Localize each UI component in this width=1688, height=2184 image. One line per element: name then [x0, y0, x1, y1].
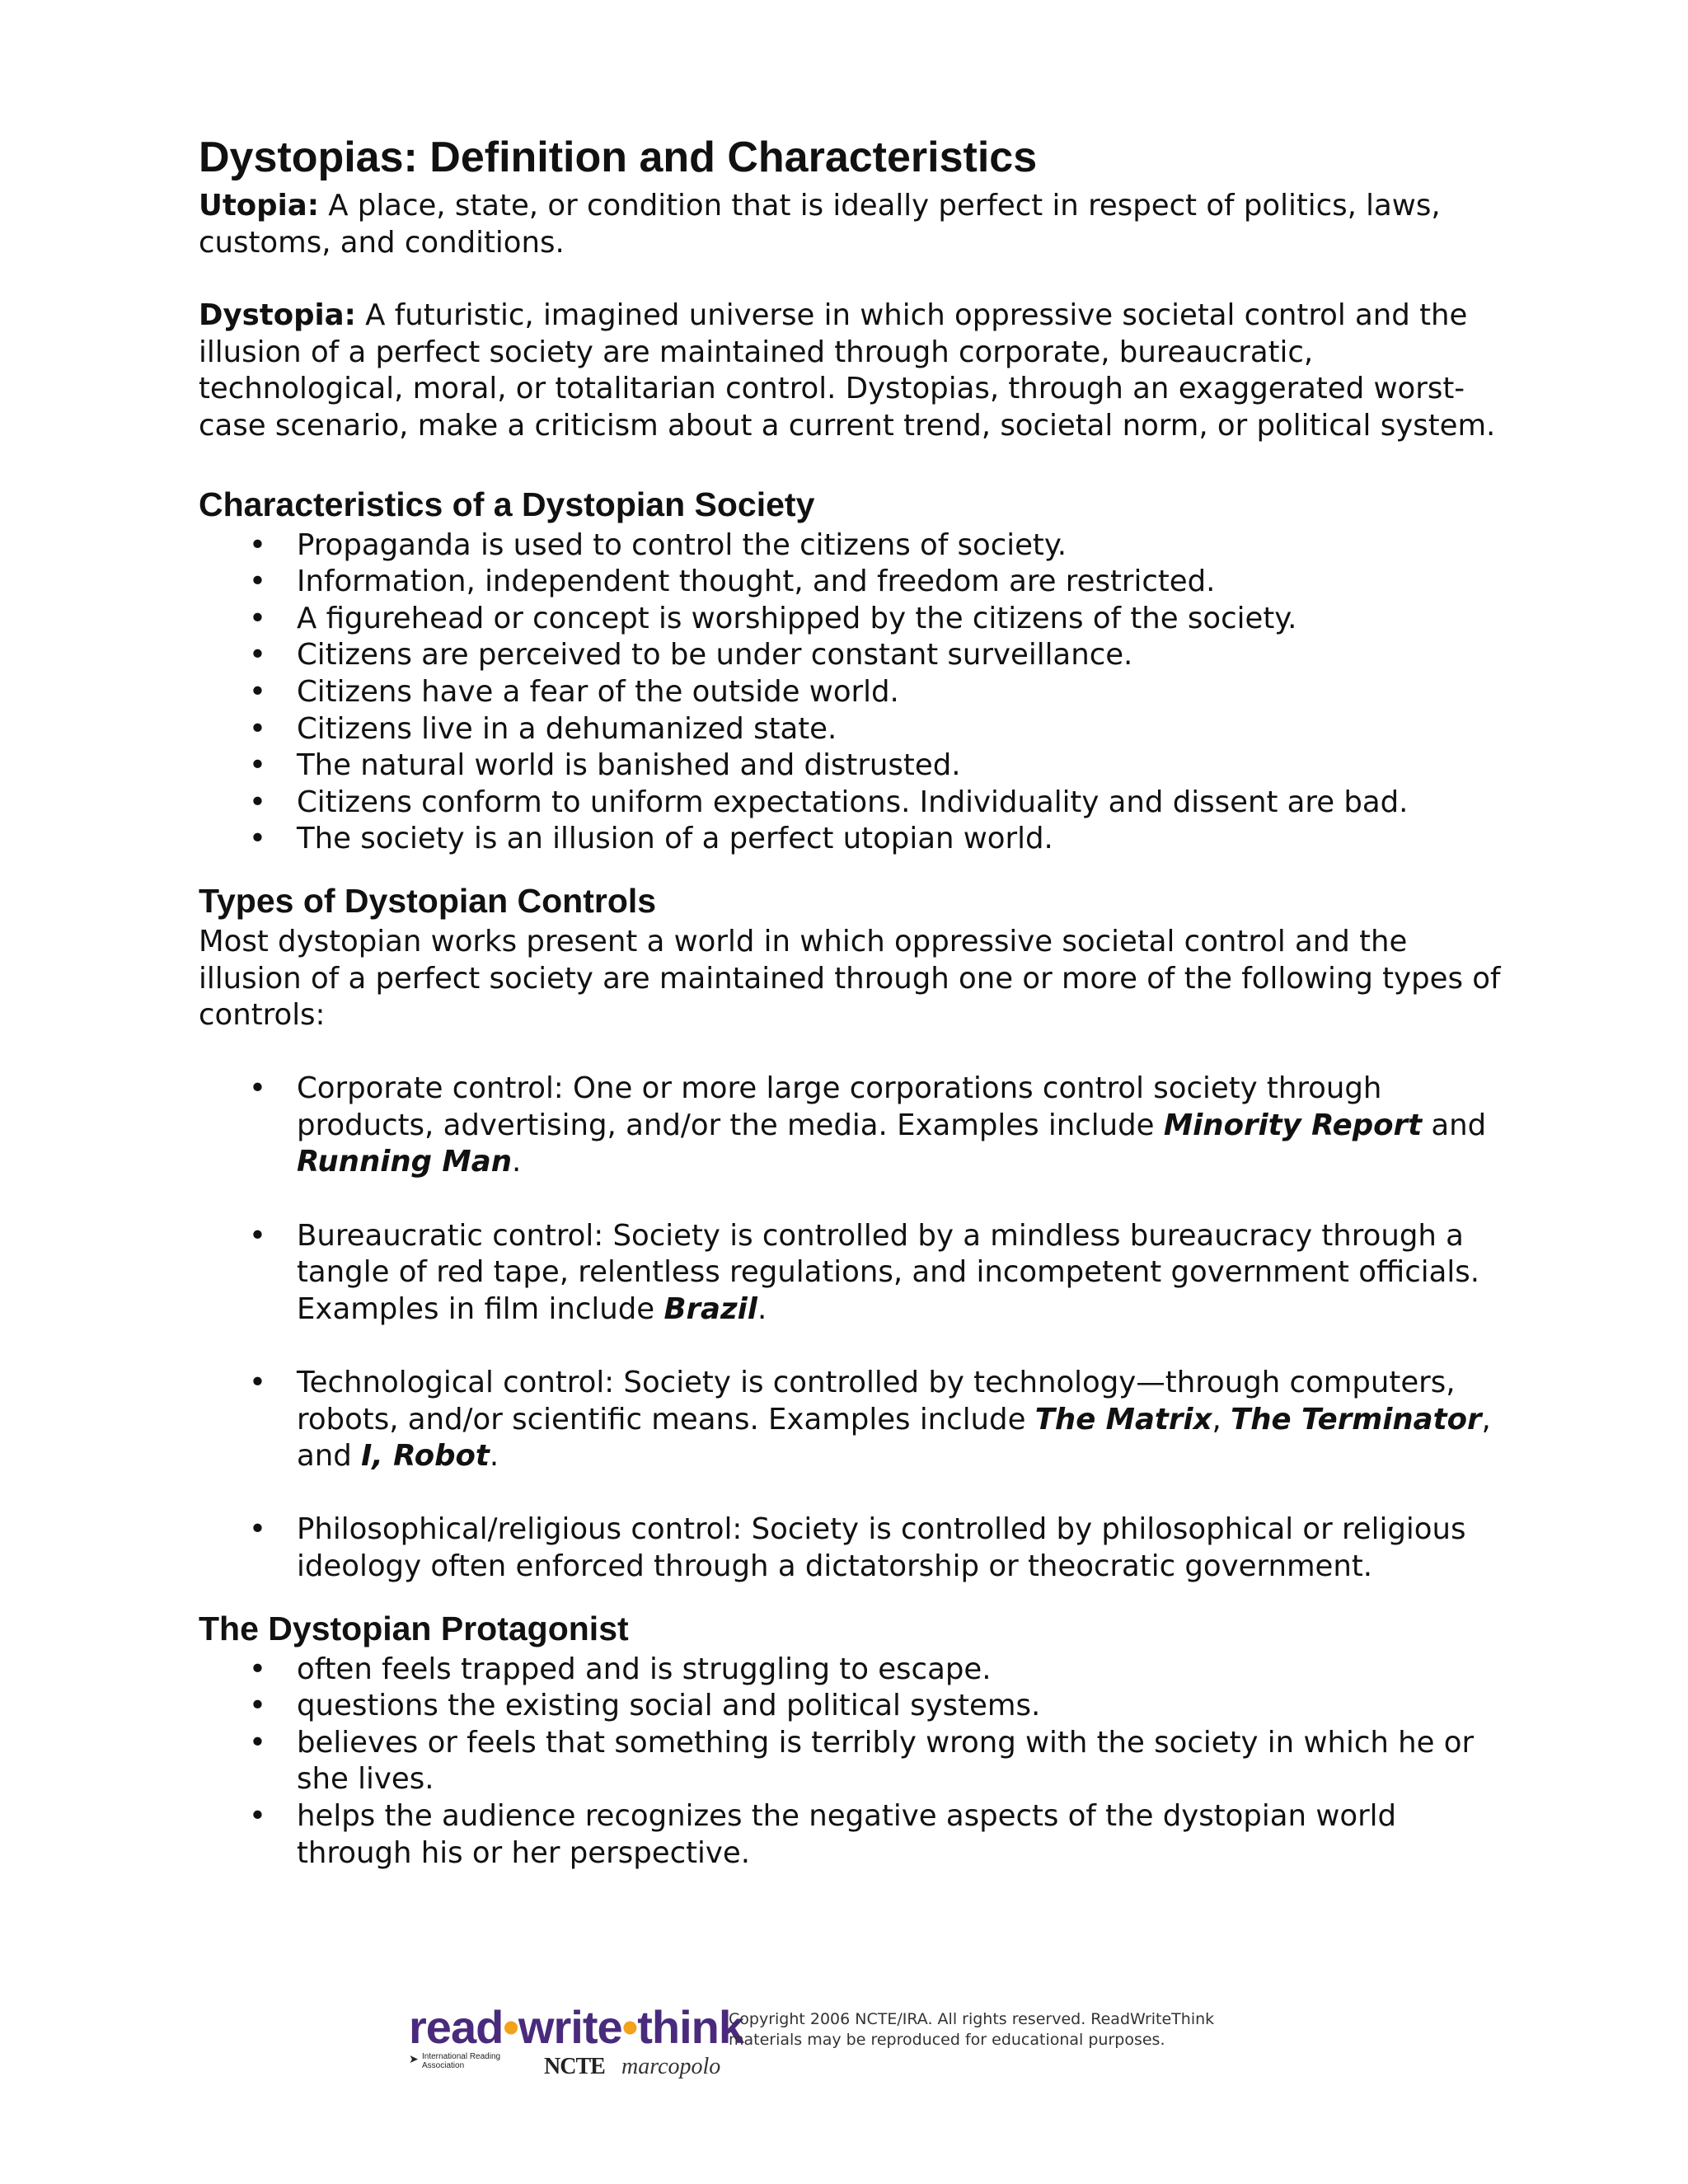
utopia-text: A place, state, or condition that is ideally perfect in respect of politics, laws, customs, and conditions. — [199, 189, 1441, 260]
bullet-icon: • — [249, 822, 266, 856]
list-item: • believes or feels that something is terribly wrong with the society in which he or she lives. — [249, 1725, 1475, 1797]
bullet-icon: • — [249, 638, 266, 673]
section-gap — [199, 858, 1501, 878]
controls-list — [199, 1071, 1501, 1585]
list-item: • The natural world is banished and distrusted. — [199, 748, 1501, 785]
characteristics-list — [199, 527, 1501, 858]
bullet-icon: • — [249, 1366, 266, 1400]
bullet-icon: • — [249, 1071, 266, 1106]
dystopia-term: Dystopia: — [199, 298, 356, 333]
bullet-icon: • — [249, 711, 266, 746]
list-item: • helps the audience recognizes the negative aspects of the dystopian world through his or her perspective. — [249, 1798, 1397, 1870]
ira-arrow-icon: ➤ — [409, 2052, 419, 2065]
bullet-icon: • — [249, 785, 266, 819]
bullet-icon: • — [249, 1798, 266, 1833]
film-title: Brazil — [663, 1291, 757, 1326]
list-item: • The society is an illusion of a perfect utopian world. — [199, 821, 1501, 858]
list-item: • Citizens have a fear of the outside world. — [199, 674, 1501, 711]
bullet-icon: • — [249, 1652, 266, 1686]
bullet-icon: • — [249, 674, 266, 709]
marcopolo-logo: marcopolo — [621, 2054, 721, 2079]
list-item: • questions the existing social and political systems. — [199, 1688, 1501, 1725]
bullet-icon: • — [249, 1725, 266, 1760]
list-item: • A figurehead or concept is worshipped by the citizens of the society. — [199, 601, 1501, 638]
corporate-control-item: • Corporate control: One or more large corporations control society through products, advertising, and/or the media. Examples include Minority Report and Running Man. — [249, 1071, 1487, 1179]
utopia-definition — [199, 188, 1501, 261]
list-item: • Propaganda is used to control the citizens of society. — [199, 527, 1501, 565]
list-item: • Citizens live in a dehumanized state. — [199, 711, 1501, 748]
dystopia-text: A futuristic, imagined universe in which oppressive societal control and the illusion of a perfect society are maintained through corporate, bureaucratic, technological, moral, or totalitarian control. Dystopias, through an exaggerated worst-case scenario, make a criticism about a current trend, societal norm, or political system. — [199, 298, 1496, 443]
list-item: • Citizens are perceived to be under constant surveillance. — [199, 637, 1501, 674]
document-content — [199, 130, 1501, 1872]
bullet-icon: • — [249, 1218, 266, 1253]
utopia-term: Utopia: — [199, 189, 319, 223]
bullet-icon: • — [249, 527, 266, 562]
readwritethink-logo[interactable]: read•write•think — [409, 2001, 743, 2053]
footer — [409, 2001, 1266, 2079]
section-gap — [199, 1586, 1501, 1605]
controls-heading: Types of Dystopian Controls — [199, 881, 657, 920]
protagonist-heading: The Dystopian Protagonist — [199, 1609, 629, 1647]
dystopia-definition — [199, 298, 1501, 444]
page-title: Dystopias: Definition and Characteristics — [199, 134, 1038, 181]
film-title: The Matrix — [1034, 1402, 1212, 1436]
bureaucratic-control-item: • Bureaucratic control: Society is controlled by a mindless bureaucracy through a tangle of red tape, relentless regulations, and incompetent government officials. Examples in film include Brazil. — [249, 1218, 1480, 1326]
film-title: I, Robot — [361, 1439, 490, 1474]
partner-logos: ➤ International Reading Association NCTE marcopolo — [409, 2052, 721, 2079]
protagonist-list — [199, 1652, 1501, 1872]
bullet-icon: • — [249, 748, 266, 783]
characteristics-heading: Characteristics of a Dystopian Society — [199, 485, 815, 523]
bullet-icon: • — [249, 601, 266, 635]
controls-intro: Most dystopian works present a world in which oppressive societal control and the illusion of a perfect society are maintained through one or more of the following types of controls: — [199, 924, 1501, 1033]
list-item: • often feels trapped and is struggling to escape. — [199, 1652, 1501, 1689]
film-title: Minority Report — [1163, 1108, 1423, 1142]
bullet-icon: • — [249, 565, 266, 599]
list-item: • Citizens conform to uniform expectations. Individuality and dissent are bad. — [199, 785, 1501, 822]
copyright-notice: Copyright 2006 NCTE/IRA. All rights reserved. ReadWriteThink materials may be reproduced for educational purposes. — [729, 2010, 1215, 2049]
philosophical-control-item: • Philosophical/religious control: Society is controlled by philosophical or religious ideology often enforced through a dictatorship or theocratic government. — [249, 1512, 1466, 1583]
film-title: Running Man — [297, 1145, 512, 1179]
film-title: The Terminator — [1231, 1402, 1482, 1436]
bullet-icon: • — [249, 1689, 266, 1723]
list-item: • Information, independent thought, and freedom are restricted. — [199, 564, 1501, 601]
technological-control-item: • Technological control: Society is controlled by technology—through computers, robots, and/or scientific means. Examples include The Matrix, The Terminator, and I, Robot. — [249, 1366, 1491, 1474]
bullet-icon: • — [249, 1512, 266, 1547]
ncte-logo: NCTE — [544, 2054, 605, 2079]
